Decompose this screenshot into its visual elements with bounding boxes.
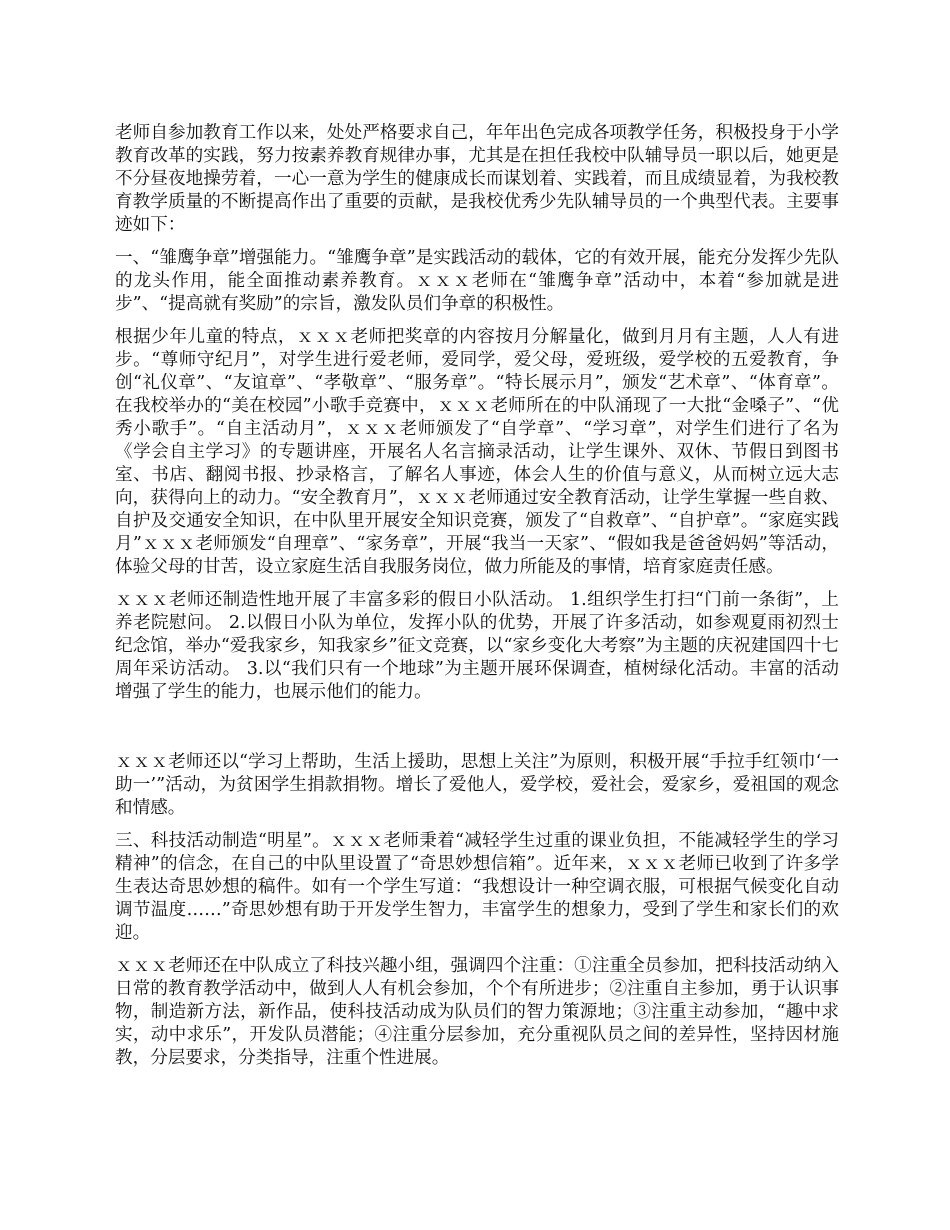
paragraph-gap — [115, 714, 839, 751]
paragraph-intro: 老师自参加教育工作以来，处处严格要求自己，年年出色完成各项教学任务，积极投身于小学教育改革的实践，努力按素养教育规律办事，尤其是在担任我校中队辅导员一职以后，她更是不分昼夜地操劳着，一心一意为学生的健康成长而谋划着、实践着，而且成绩显着，为我校教育教学质量的不断提高作出了重要的贡献，是我校优秀少先队辅导员的一个典型代表。主要事迹如下： — [115, 123, 839, 235]
document-body — [115, 122, 839, 1080]
paragraph-section-one: 一、“雏鹰争章”增强能力。“雏鹰争章”是实践活动的载体，它的有效开展，能充分发挥少先队的龙头作用，能全面推动素养教育。ｘｘｘ老师在“雏鹰争章”活动中，本着“参加就是进步”、“提高就有奖励”的宗旨，激发队员们争章的积极性。 — [115, 248, 839, 314]
paragraph-section-three: 三、科技活动制造“明星”。ｘｘｘ老师秉着“减轻学生过重的课业负担，不能减轻学生的学习精神”的信念，在自己的中队里设置了“奇思妙想信箱”。近年来，ｘｘｘ老师已收到了许多学生表达奇思妙想的稿件。如有一个学生写道：“我想设计一种空调衣服，可根据气候变化自动调节温度……”奇思妙想有助于开发学生智力，丰富学生的想象力，受到了学生和家长们的欢迎。 — [115, 831, 839, 943]
paragraph-science-group: ｘｘｘ老师还在中队成立了科技兴趣小组，强调四个注重：①注重全员参加，把科技活动纳入日常的教育教学活动中，做到人人有机会参加，个个有所进步；②注重自主参加，勇于认识事物，制造新方法，新作品，使科技活动成为队员们的智力策源地；③注重主动参加，“趣中求实，动中求乐”，开发队员潜能；④注重分层参加，充分重视队员之间的差异性，坚持因材施教，分层要求，分类指导，注重个性进展。 — [115, 956, 839, 1068]
paragraph-one-help-one: ｘｘｘ老师还以“学习上帮助，生活上援助，思想上关注”为原则，积极开展“手拉手红领巾‘一助一’”活动，为贫困学生捐款捐物。增长了爱他人，爱学校，爱社会，爱家乡，爱祖国的观念和情感。 — [115, 752, 839, 818]
paragraph-monthly-badges: 根据少年儿童的特点，ｘｘｘ老师把奖章的内容按月分解量化，做到月月有主题，人人有进步。“尊师守纪月”，对学生进行爱老师，爱同学，爱父母，爱班级，爱学校的五爱教育，争创“礼仪章”、“友谊章”、“孝敬章”、“服务章”。“特长展示月”，颁发“艺术章”、“体育章”。在我校举办的“美在校园”小歌手竞赛中，ｘｘｘ老师所在的中队涌现了一大批“金嗓子”、“优秀小歌手”。“自主活动月”，ｘｘｘ老师颁发了“自学章”、“学习章”，对学生们进行了名为《学会自主学习》的专题讲座，开展名人名言摘录活动，让学生课外、双休、节假日到图书室、书店、翻阅书报、抄录格言，了解名人事迹，体会人生的价值与意义，从而树立远大志向，获得向上的动力。“安全教育月”，ｘｘｘ老师通过安全教育活动，让学生掌握一些自救、自护及交通安全知识，在中队里开展安全知识竞赛，颁发了“自救章”、“自护章”。“家庭实践月”ｘｘｘ老师颁发“自理章”、“家务章”，开展“我当一天家”、“假如我是爸爸妈妈”等活动，体验父母的甘苦，设立家庭生活自我服务岗位，做力所能及的事情，培育家庭责任感。 — [115, 327, 839, 577]
paragraph-holiday-activities: ｘｘｘ老师还制造性地开展了丰富多彩的假日小队活动。 1.组织学生打扫“门前一条街”，上养老院慰问。 2.以假日小队为单位，发挥小队的优势，开展了许多活动，如参观夏雨初烈士纪念馆，举办“爱我家乡，知我家乡”征文竞赛，以“家乡变化大考察”为主题的庆祝建国四十七周年采访活动。 3.以“我们只有一个地球”为主题开展环保调查，植树绿化活动。丰富的活动增强了学生的能力，也展示他们的能力。 — [115, 590, 839, 702]
